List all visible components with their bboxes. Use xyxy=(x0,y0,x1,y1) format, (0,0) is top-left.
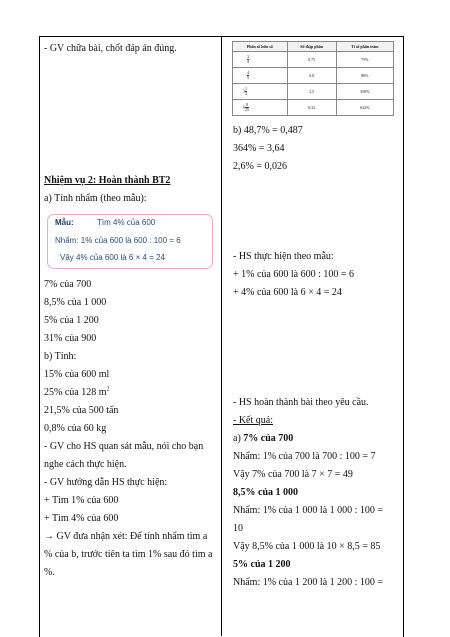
example-line-1: Tìm 4% của 600 xyxy=(97,218,156,227)
result-label: - Kết quả: xyxy=(233,415,273,426)
table-row xyxy=(233,100,394,116)
table-header: Số thập phân xyxy=(287,42,336,52)
table-cell: 75% xyxy=(336,52,393,68)
result-3-title: 5% của 1 200 xyxy=(233,559,291,570)
example-line-3: Vậy 4% của 600 là 6 × 4 = 24 xyxy=(60,253,165,262)
item-b-2: 25% của 128 $m^2$ xyxy=(44,386,110,398)
task-title: Nhiệm vụ 2: Hoàn thành BT2 xyxy=(44,175,171,186)
gv-line-6: → GV đưa nhận xét: Để tính nhẩm tìm a xyxy=(44,531,208,542)
table-cell: 350% xyxy=(336,84,393,100)
intro-line: - GV chữa bài, chốt đáp án đúng. xyxy=(44,43,177,54)
example-line-2: Nhẩm: 1% của 600 là 600 : 100 = 6 xyxy=(55,236,181,245)
table-cell: 0,75 xyxy=(287,52,336,68)
answer-b-1: b) 48,7% = 0,487 xyxy=(233,125,303,136)
table-row xyxy=(233,68,394,84)
whole-part: 3 xyxy=(243,88,245,94)
item-a-2: 8,5% của 1 000 xyxy=(44,297,107,308)
table-cell: 80% xyxy=(336,68,393,84)
result-line-2: Vậy 7% của 700 là 7 × 7 = 49 xyxy=(233,469,353,480)
fraction: $\frac{8}{25}$ xyxy=(245,102,249,112)
result-2-line-1: Nhẩm: 1% của 1 000 là 1 000 : 100 = xyxy=(233,505,384,516)
result-3-line-1: Nhẩm: 1% của 1 200 là 1 200 : 100 = xyxy=(233,577,384,588)
hs-line-2: + 1% của 600 là 600 : 100 = 6 xyxy=(233,269,354,280)
hs-line-3: + 4% của 600 là 6 × 4 = 24 xyxy=(233,287,342,298)
whole-part: 6 xyxy=(243,104,245,110)
column-divider xyxy=(221,36,222,636)
table-cell: 6,32 xyxy=(287,100,336,116)
result-2-title: 8,5% của 1 000 xyxy=(233,487,298,498)
answer-b-2: 364% = 3,64 xyxy=(233,143,285,154)
fraction: $\frac{4}{5}$ xyxy=(247,70,249,80)
table-cell: 0,8 xyxy=(287,68,336,84)
example-label: Mẫu: xyxy=(55,218,74,227)
answer-b-3: 2,6% = 0,026 xyxy=(233,161,287,172)
table-header: Tỉ số phần trăm xyxy=(336,42,393,52)
hs-line-1: - HS thực hiện theo mẫu: xyxy=(233,251,334,262)
table-row xyxy=(233,52,394,68)
hs-complete: - HS hoàn thành bài theo yêu cầu. xyxy=(233,397,369,408)
table-header: Phân số hữu số xyxy=(233,42,288,52)
gv-line-7: % của b, trước tiên ta tìm 1% sau đó tìm a xyxy=(44,549,213,560)
fraction: $\frac{1}{2}$ xyxy=(245,86,247,96)
item-a-1: 7% của 700 xyxy=(44,279,92,290)
fraction: $\frac{3}{4}$ xyxy=(247,54,249,64)
result-2-line-2: 10 xyxy=(233,523,243,534)
gv-line-5: + Tìm 4% của 600 xyxy=(44,513,119,524)
gv-line-4: + Tìm 1% của 600 xyxy=(44,495,119,506)
part-b-label: b) Tính: xyxy=(44,351,77,362)
result-line-1: Nhẩm: 1% của 700 là 700 : 100 = 7 xyxy=(233,451,376,462)
gv-line-1: - GV cho HS quan sát mẫu, nói cho bạn xyxy=(44,441,204,452)
conversion-table xyxy=(232,41,394,116)
item-a-3: 5% của 1 200 xyxy=(44,315,99,326)
table-row xyxy=(233,84,394,100)
gv-line-8: %. xyxy=(44,567,55,578)
item-a-4: 31% của 900 xyxy=(44,333,97,344)
gv-line-3: - GV hướng dẫn HS thực hiện: xyxy=(44,477,168,488)
table-cell: 632% xyxy=(336,100,393,116)
part-a-label: a) Tính nhẩm (theo mẫu): xyxy=(44,193,147,204)
table-cell: 3,5 xyxy=(287,84,336,100)
item-b-3: 21,5% của 500 tấn xyxy=(44,405,119,416)
item-b-4: 0,8% của 60 kg xyxy=(44,423,107,434)
result-a-title: a) 7% của 700 xyxy=(233,433,294,444)
gv-line-2: nghe cách thực hiện. xyxy=(44,459,127,470)
result-2-line-3: Vậy 8,5% của 1 000 là 10 × 8,5 = 85 xyxy=(233,541,381,552)
item-b-1: 15% của 600 ml xyxy=(44,369,110,380)
